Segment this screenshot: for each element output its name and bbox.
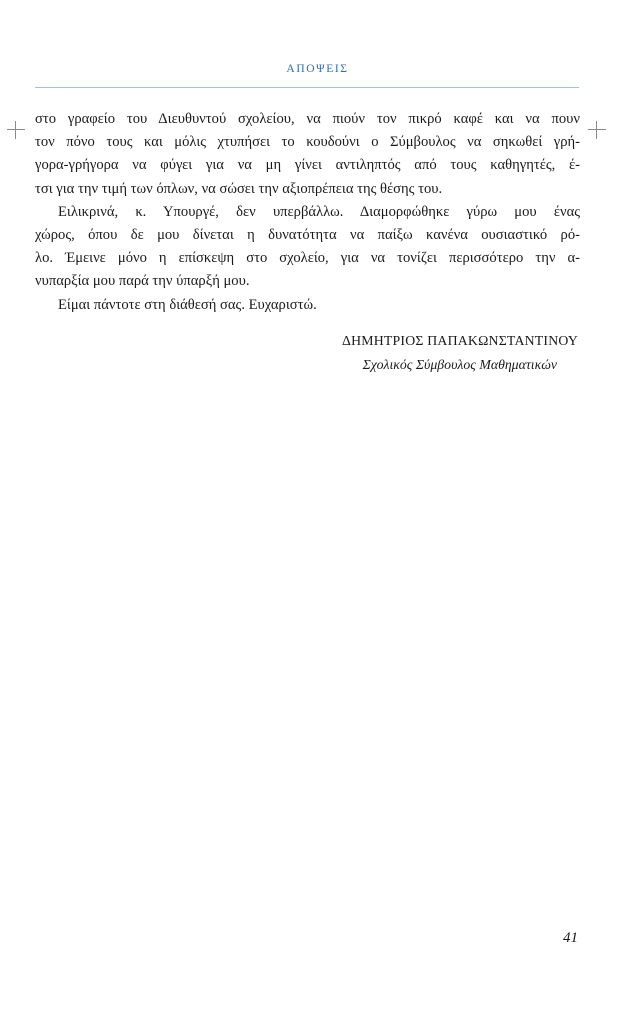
text-line: γορα-γρήγορα να φύγει για να μη γίνει αντιληπτός από τους καθηγητές, έ- <box>35 157 580 174</box>
text-line: τσι για την τιμή των όπλων, να σώσει την αξιοπρέπεια της θέσης του. <box>35 180 443 197</box>
running-header: ΑΠΟΨΕΙΣ <box>286 63 349 75</box>
crop-mark-icon <box>588 121 606 139</box>
signature-title: Σχολικός Σύμβουλος Μαθηματικών <box>362 357 557 372</box>
paragraph-start-line: Ειλικρινά, κ. Υπουργέ, δεν υπερβάλλω. Διαμορφώθηκε γύρω μου ένας <box>58 203 580 220</box>
text-line: τον πόνο τους και μόλις χτυπήσει το κουδούνι ο Σύμβουλος να σηκωθεί γρή- <box>35 134 580 151</box>
body-text <box>35 108 580 317</box>
signature-name: ΔΗΜΗΤΡΙΟΣ ΠΑΠΑΚΩΝΣΤΑΝΤΙΝΟΥ <box>342 333 578 348</box>
text-line: στο γραφείο του Διευθυντού σχολείου, να πιούν τον πικρό καφέ και να πουν <box>35 111 580 127</box>
text-line: χώρος, όπου δε μου δίνεται η δυνατότητα να παίξω κανένα ουσιαστικό ρό- <box>35 226 580 243</box>
page-number: 41 <box>563 930 578 946</box>
crop-mark-icon <box>7 121 25 139</box>
text-line: λο. Έμεινε μόνο η επίσκεψη στο σχολείο, για να τονίζει περισσότερο την α- <box>35 250 580 267</box>
header-divider <box>35 87 579 88</box>
closing-line: Είμαι πάντοτε στη διάθεσή σας. Ευχαριστώ. <box>58 296 317 313</box>
text-line: νυπαρξία μου παρά την ύπαρξή μου. <box>35 273 250 290</box>
